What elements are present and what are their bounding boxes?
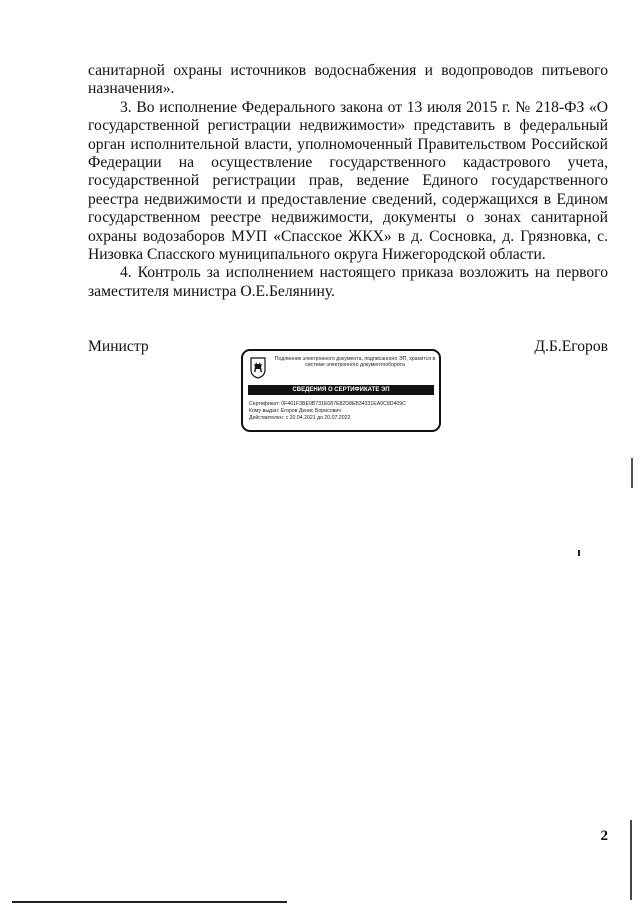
stamp-issued-to-value: Егоров Денис Борисович bbox=[280, 408, 341, 414]
stamp-certificate-row bbox=[249, 401, 435, 408]
document-body bbox=[88, 62, 608, 301]
scan-artifact-edge bbox=[631, 458, 633, 488]
electronic-signature-stamp bbox=[241, 349, 441, 432]
stamp-certificate-label: Сертификат: bbox=[249, 401, 280, 407]
stamp-details bbox=[249, 401, 435, 422]
scan-artifact-mark bbox=[578, 550, 580, 556]
scan-artifact-edge bbox=[630, 820, 632, 900]
nizhny-novgorod-deer-emblem-icon bbox=[250, 357, 266, 379]
paragraph-item-3: 3. Во исполнение Федерального закона от 13 июля 2015 г. № 218-ФЗ «О государственной регистрации недвижимости» представить в федеральный орган исполнительной власти, уполномоченный Правительством Российской Федерации на осуществление государственного кадастрового учета, государственной регистрации прав, ведение Единого государственного реестра недвижимости и предоставление сведений, содержащихся в Едином государственном реестре недвижимости, документы о зонах санитарной охраны водозаборов МУП «Спасское ЖКХ» в д. Сосновка, д. Грязновка, с. Низовка Спасского муниципального округа Нижегородской области. bbox=[88, 98, 608, 264]
scan-artifact-line bbox=[12, 901, 287, 903]
stamp-valid-value: с 20.04.2021 до 20.07.2022 bbox=[285, 415, 351, 421]
stamp-notice: Подлинник электронного документа, подписанного ЭП, хранится в системе электронного документооборота bbox=[274, 356, 436, 369]
page-number: 2 bbox=[600, 828, 608, 844]
stamp-valid-label: Действителен: bbox=[249, 415, 285, 421]
stamp-header: СВЕДЕНИЯ О СЕРТИФИКАТЕ ЭП bbox=[248, 385, 434, 395]
signature-name: Д.Б.Егоров bbox=[534, 338, 608, 355]
stamp-issued-to-label: Кому выдан: bbox=[249, 408, 280, 414]
stamp-valid-row bbox=[249, 415, 435, 422]
signature-title: Министр bbox=[88, 338, 149, 355]
stamp-certificate-value: 0F461F3BE9B731E087E82D8EB34331EA0C8D409C bbox=[281, 401, 406, 407]
stamp-issued-to-row bbox=[249, 408, 435, 415]
paragraph-item-4: 4. Контроль за исполнением настоящего приказа возложить на первого заместителя министра О.Е.Белянину. bbox=[88, 264, 608, 300]
paragraph-continuation: санитарной охраны источников водоснабжения и водопроводов питьевого назначения». bbox=[88, 62, 608, 98]
